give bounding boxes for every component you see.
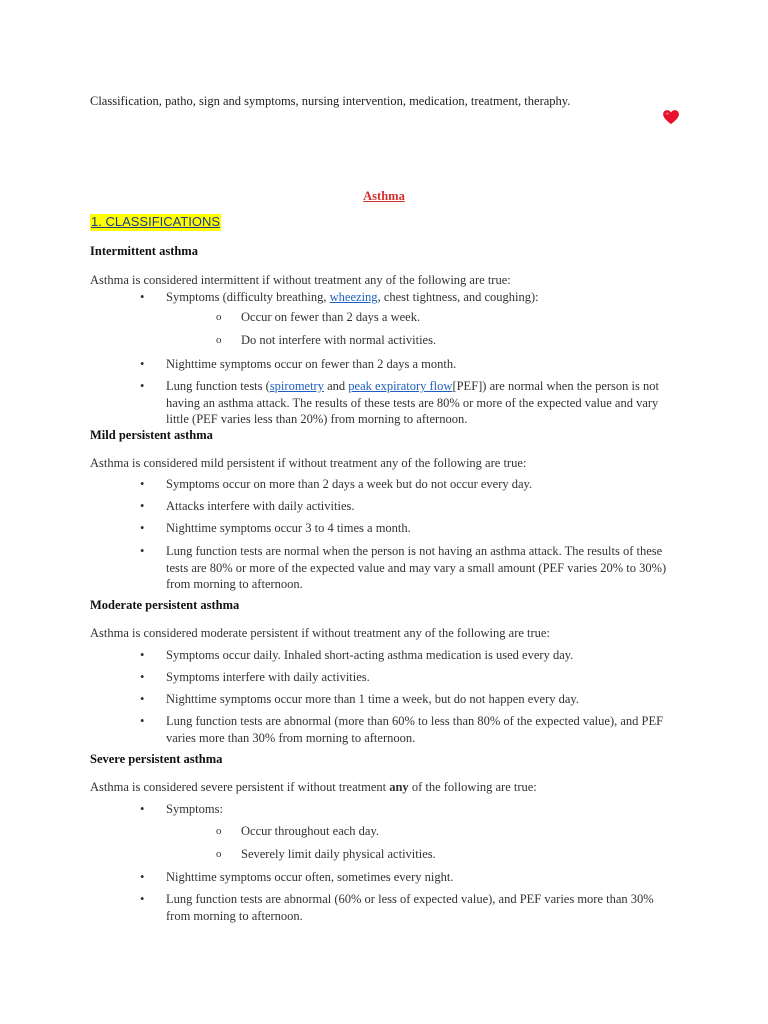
severe-bullet: • Nighttime symptoms occur often, sometimes every night. <box>140 869 678 886</box>
symptoms-prefix: Symptoms (difficulty breathing, <box>166 290 330 304</box>
heart-icon <box>662 108 680 126</box>
mild-bullet: • Attacks interfere with daily activities. <box>140 498 678 515</box>
symptoms-suffix: , chest tightness, and coughing): <box>377 290 539 304</box>
intro-text: Classification, patho, sign and symptoms, nursing intervention, medication, treatment, theraphy. <box>90 94 571 108</box>
moderate-heading: Moderate persistent asthma <box>90 598 240 612</box>
moderate-intro: Asthma is considered moderate persistent if without treatment any of the following are true: <box>90 626 550 640</box>
classifications-heading: 1. CLASSIFICATIONS <box>91 214 221 229</box>
wheezing-link[interactable]: wheezing <box>329 290 378 304</box>
severe-intro: Asthma is considered severe persistent if without treatment any of the following are true: <box>90 780 537 794</box>
moderate-bullet: • Symptoms occur daily. Inhaled short-acting asthma medication is used every day. <box>140 647 678 664</box>
spirometry-link[interactable]: spirometry <box>269 379 324 393</box>
mild-bullet: • Symptoms occur on more than 2 days a week but do not occur every day. <box>140 476 678 493</box>
mild-heading: Mild persistent asthma <box>90 428 213 442</box>
moderate-bullet: • Symptoms interfere with daily activities. <box>140 669 678 686</box>
intermittent-bullet-symptoms <box>140 289 678 306</box>
intermittent-intro: Asthma is considered intermittent if without treatment any of the following are true: <box>90 273 511 287</box>
severe-heading: Severe persistent asthma <box>90 752 223 766</box>
severe-bullet: • Lung function tests are abnormal (60% or less of expected value), and PEF varies more than 30% from morning to afternoon. <box>140 891 678 924</box>
document-title: Asthma <box>363 189 405 203</box>
intermittent-bullet-lung: • Lung function tests (spirometry and peak expiratory flow[PEF]) are normal when the person is not having an asthma attack. The results of these tests are 80% or more of the expected value and vary little (PEF varies less than 20%) from morning to afternoon. <box>140 378 678 428</box>
intermittent-subitem: o Do not interfere with normal activities. <box>216 332 661 349</box>
intermittent-bullet-nighttime: • Nighttime symptoms occur on fewer than 2 days a month. <box>140 356 678 373</box>
intermittent-heading: Intermittent asthma <box>90 244 198 258</box>
severe-subitem: o Severely limit daily physical activities. <box>216 846 661 863</box>
mild-bullet: • Lung function tests are normal when the person is not having an asthma attack. The results of these tests are 80% or more of the expected value and may vary a small amount (PEF varies 20% to 30%) from morning to afternoon. <box>140 543 678 593</box>
intermittent-subitem: o Occur on fewer than 2 days a week. <box>216 309 661 326</box>
mild-bullet: • Nighttime symptoms occur 3 to 4 times a month. <box>140 520 678 537</box>
severe-bullet-symptoms: • Symptoms: <box>140 801 678 818</box>
moderate-bullet: • Lung function tests are abnormal (more than 60% to less than 80% of the expected value), and PEF varies more than 30% from morning to afternoon. <box>140 713 678 746</box>
severe-subitem: o Occur throughout each day. <box>216 823 661 840</box>
peak-expiratory-flow-link[interactable]: peak expiratory flow <box>348 379 453 393</box>
mild-intro: Asthma is considered mild persistent if without treatment any of the following are true: <box>90 456 527 470</box>
moderate-bullet: • Nighttime symptoms occur more than 1 time a week, but do not happen every day. <box>140 691 678 708</box>
